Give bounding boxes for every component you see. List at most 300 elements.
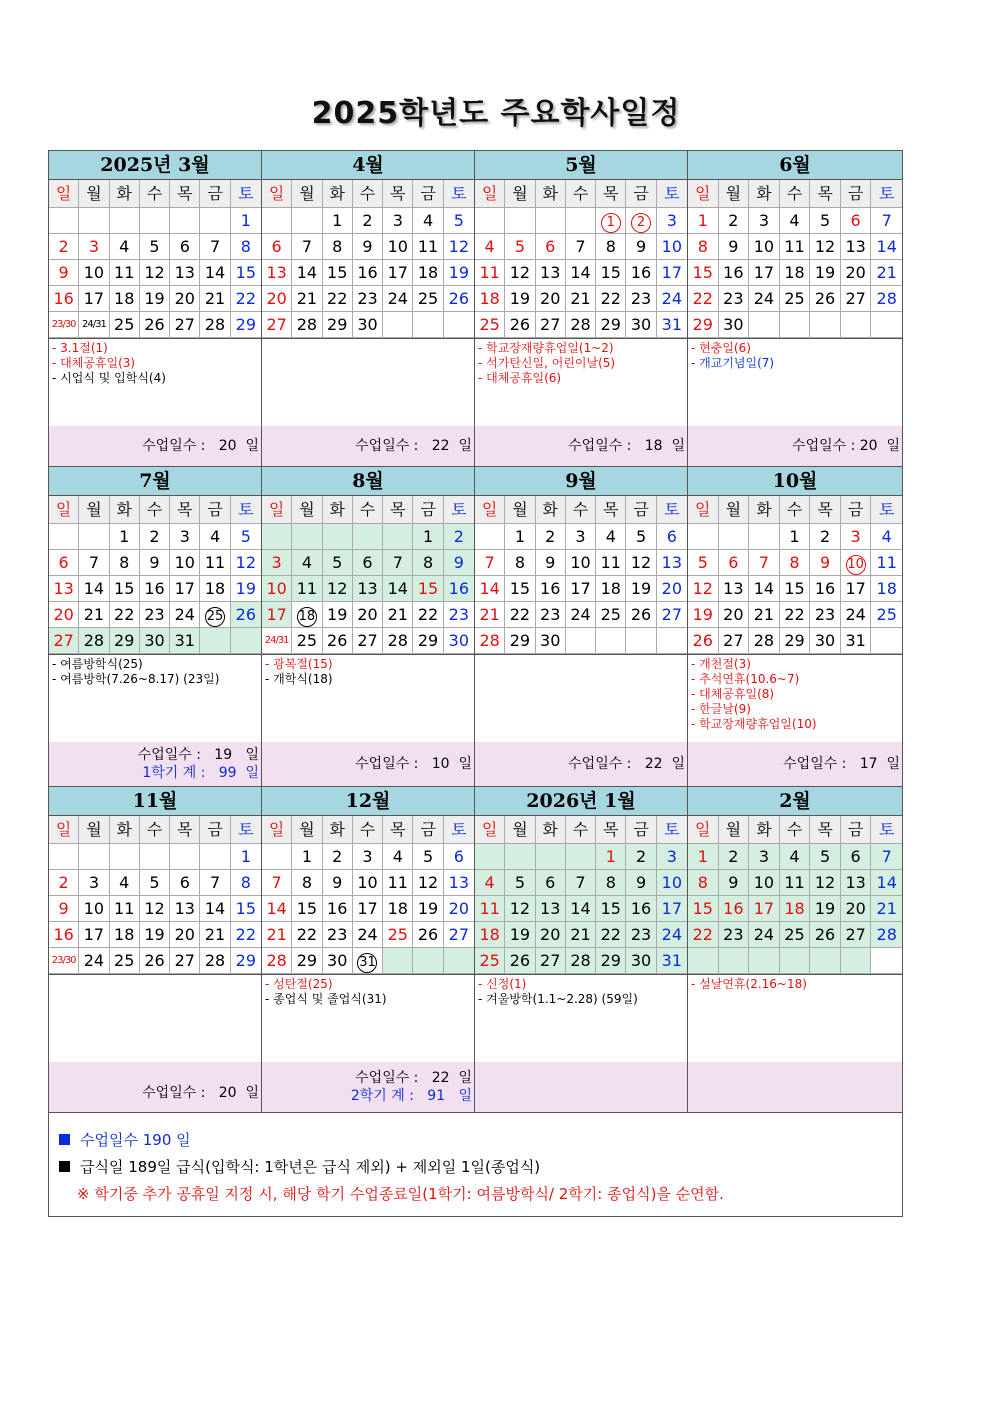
day-cell: 26	[810, 922, 841, 948]
day-cell: 12	[231, 550, 261, 576]
empty-day-cell	[566, 208, 596, 234]
day-cell: 9	[719, 234, 750, 260]
day-cell: 24	[657, 286, 687, 312]
weekday-header: 수	[566, 816, 596, 844]
weekday-header: 토	[444, 496, 474, 524]
empty-day-cell	[566, 844, 596, 870]
day-cell: 14	[871, 870, 902, 896]
school-days-summary	[475, 426, 687, 466]
day-cell: 18	[780, 896, 811, 922]
day-cell: 12	[413, 870, 443, 896]
day-cell: 16	[626, 260, 656, 286]
black-square-icon	[59, 1161, 70, 1172]
day-cell	[200, 602, 230, 628]
weekday-header: 일	[475, 180, 505, 208]
empty-day-cell	[292, 208, 322, 234]
weekday-header: 화	[323, 180, 353, 208]
day-cell: 17	[79, 922, 109, 948]
weekday-header: 목	[170, 180, 200, 208]
event-note: - 여름방학식(25)	[52, 657, 143, 671]
empty-day-cell	[383, 312, 413, 338]
day-cell: 3	[79, 234, 109, 260]
weekday-header: 금	[841, 496, 872, 524]
empty-day-cell	[49, 524, 79, 550]
day-cell: 18	[475, 922, 505, 948]
day-cell: 6	[170, 234, 200, 260]
empty-day-cell	[383, 524, 413, 550]
day-cell: 15	[688, 260, 719, 286]
school-days-count: 수업일수 : 18 일	[568, 438, 685, 454]
day-cell: 1	[110, 524, 140, 550]
weekday-header: 일	[475, 496, 505, 524]
day-cell: 24	[566, 602, 596, 628]
month-july	[49, 467, 262, 786]
day-cell: 18	[110, 922, 140, 948]
day-cell: 3	[749, 208, 780, 234]
day-cell: 28	[292, 312, 322, 338]
empty-day-cell	[79, 208, 109, 234]
day-cell: 7	[566, 234, 596, 260]
day-cell: 26	[505, 948, 535, 974]
day-cell: 5	[413, 844, 443, 870]
empty-day-cell	[871, 312, 902, 338]
day-cell: 26	[688, 628, 719, 654]
day-cell: 13	[49, 576, 79, 602]
day-cell: 20	[536, 922, 566, 948]
month-june	[688, 151, 902, 466]
day-cell: 18	[871, 576, 902, 602]
month-notes	[688, 654, 902, 742]
weekday-header: 금	[200, 496, 230, 524]
day-cell: 25	[596, 602, 626, 628]
day-cell: 16	[444, 576, 474, 602]
month-header: 8월	[262, 467, 474, 496]
day-cell: 20	[49, 602, 79, 628]
day-cell: 1	[323, 208, 353, 234]
day-cell: 3	[170, 524, 200, 550]
day-cell: 21	[566, 922, 596, 948]
day-cell: 9	[49, 896, 79, 922]
day-cell: 21	[871, 260, 902, 286]
month-notes	[262, 654, 474, 742]
day-cell: 6	[657, 524, 687, 550]
month-may	[475, 151, 688, 466]
day-cell: 7	[871, 208, 902, 234]
day-cell: 16	[323, 896, 353, 922]
day-cell: 5	[505, 870, 535, 896]
day-cell: 8	[780, 550, 811, 576]
day-cell: 10	[79, 260, 109, 286]
footer-notes	[49, 1112, 902, 1216]
day-cell: 17	[566, 576, 596, 602]
day-cell: 15	[231, 896, 261, 922]
day-cell: 27	[536, 312, 566, 338]
day-cell: 23/30	[49, 312, 79, 338]
day-cell: 26	[810, 286, 841, 312]
day-cell: 7	[383, 550, 413, 576]
day-cell: 13	[536, 896, 566, 922]
school-days-count: 수업일수 : 20 일	[792, 438, 900, 454]
weekday-header: 금	[626, 180, 656, 208]
day-cell: 11	[780, 870, 811, 896]
day-cell: 5	[444, 208, 474, 234]
day-cell: 19	[140, 286, 170, 312]
day-cell: 31	[657, 312, 687, 338]
weekday-header: 토	[871, 180, 902, 208]
day-cell: 9	[719, 870, 750, 896]
month-grid	[475, 180, 687, 338]
event-note: - 여름방학(7.26~8.17) (23일)	[52, 672, 220, 686]
day-cell: 30	[626, 948, 656, 974]
day-cell: 3	[749, 844, 780, 870]
day-cell: 13	[536, 260, 566, 286]
weekday-header: 수	[780, 816, 811, 844]
day-cell: 19	[444, 260, 474, 286]
day-cell: 14	[871, 234, 902, 260]
page-title: 2025학년도 주요학사일정	[311, 96, 681, 131]
empty-day-cell	[719, 524, 750, 550]
day-cell: 4	[110, 870, 140, 896]
empty-day-cell	[49, 208, 79, 234]
day-cell: 14	[200, 896, 230, 922]
weekday-header: 수	[140, 496, 170, 524]
day-cell: 10	[383, 234, 413, 260]
day-cell: 30	[323, 948, 353, 974]
day-cell: 28	[79, 628, 109, 654]
weekday-header: 금	[200, 180, 230, 208]
empty-day-cell	[262, 844, 292, 870]
day-cell: 16	[49, 286, 79, 312]
day-cell: 10	[749, 234, 780, 260]
day-cell: 23	[719, 286, 750, 312]
day-cell: 1	[688, 208, 719, 234]
day-cell: 11	[292, 576, 322, 602]
footer-line-meals	[59, 1154, 902, 1181]
weekday-header: 월	[79, 180, 109, 208]
circled-day: 10	[846, 555, 866, 575]
day-cell: 10	[262, 576, 292, 602]
day-cell: 8	[688, 234, 719, 260]
blue-square-icon	[59, 1134, 70, 1145]
day-cell: 15	[413, 576, 443, 602]
month-notes	[475, 338, 687, 426]
day-cell: 20	[262, 286, 292, 312]
empty-day-cell	[749, 312, 780, 338]
day-cell: 1	[413, 524, 443, 550]
circled-day: 2	[631, 213, 651, 233]
empty-day-cell	[200, 844, 230, 870]
weekday-header: 화	[749, 816, 780, 844]
day-cell: 31	[657, 948, 687, 974]
day-cell: 9	[49, 260, 79, 286]
month-header: 10월	[688, 467, 902, 496]
empty-day-cell	[749, 524, 780, 550]
empty-day-cell	[262, 524, 292, 550]
day-cell: 14	[475, 576, 505, 602]
weekday-header: 일	[688, 180, 719, 208]
day-cell: 4	[475, 870, 505, 896]
day-cell: 20	[170, 922, 200, 948]
day-cell: 6	[444, 844, 474, 870]
weekday-header: 화	[323, 816, 353, 844]
empty-day-cell	[170, 208, 200, 234]
day-cell: 12	[810, 870, 841, 896]
weekday-header: 월	[505, 180, 535, 208]
month-notes	[262, 974, 474, 1062]
day-cell: 26	[626, 602, 656, 628]
month-header: 2025년 3월	[49, 151, 261, 180]
day-cell: 8	[596, 870, 626, 896]
day-cell: 22	[596, 286, 626, 312]
day-cell: 3	[841, 524, 872, 550]
day-cell: 26	[231, 602, 261, 628]
empty-day-cell	[688, 524, 719, 550]
weekday-header: 토	[657, 816, 687, 844]
footer-line-school-days	[59, 1127, 902, 1154]
day-cell: 12	[444, 234, 474, 260]
weekday-header: 화	[536, 180, 566, 208]
day-cell: 24	[170, 602, 200, 628]
day-cell: 5	[810, 844, 841, 870]
day-cell: 28	[871, 286, 902, 312]
day-cell: 21	[292, 286, 322, 312]
day-cell: 14	[79, 576, 109, 602]
weekday-header: 목	[810, 180, 841, 208]
weekday-header: 일	[688, 816, 719, 844]
school-days-count: 수업일수 : 22 일	[355, 1070, 472, 1086]
event-note: - 개천절(3)	[691, 657, 751, 671]
month-october	[688, 467, 902, 786]
day-cell: 20	[353, 602, 383, 628]
day-cell: 11	[596, 550, 626, 576]
day-cell: 27	[444, 922, 474, 948]
day-cell: 16	[353, 260, 383, 286]
day-cell: 13	[170, 896, 200, 922]
day-cell: 13	[841, 870, 872, 896]
weekday-header: 토	[871, 496, 902, 524]
weekday-header: 목	[596, 816, 626, 844]
weekday-header: 화	[110, 816, 140, 844]
empty-day-cell	[353, 524, 383, 550]
circled-day: 25	[205, 607, 225, 627]
day-cell: 21	[475, 602, 505, 628]
day-cell: 7	[79, 550, 109, 576]
day-cell: 25	[110, 312, 140, 338]
day-cell: 29	[505, 628, 535, 654]
day-cell: 25	[475, 948, 505, 974]
day-cell: 26	[140, 948, 170, 974]
day-cell: 15	[505, 576, 535, 602]
weekday-header: 일	[688, 496, 719, 524]
weekday-header: 목	[810, 816, 841, 844]
day-cell: 16	[810, 576, 841, 602]
day-cell: 18	[596, 576, 626, 602]
semester-total: 1학기 계 : 99 일	[142, 765, 259, 781]
day-cell: 12	[626, 550, 656, 576]
weekday-header: 금	[841, 816, 872, 844]
month-grid	[688, 816, 902, 974]
day-cell: 19	[688, 602, 719, 628]
day-cell: 2	[49, 234, 79, 260]
day-cell: 17	[749, 260, 780, 286]
month-header: 2월	[688, 787, 902, 816]
day-cell: 9	[626, 234, 656, 260]
day-cell: 29	[231, 312, 261, 338]
weekday-header: 월	[292, 180, 322, 208]
day-cell: 6	[719, 550, 750, 576]
school-days-count: 수업일수 : 22 일	[568, 756, 685, 772]
empty-day-cell	[110, 208, 140, 234]
weekday-header: 수	[353, 180, 383, 208]
day-cell: 7	[200, 870, 230, 896]
day-cell	[841, 550, 872, 576]
day-cell: 1	[688, 844, 719, 870]
weekday-header: 일	[49, 180, 79, 208]
day-cell: 22	[688, 286, 719, 312]
day-cell: 22	[323, 286, 353, 312]
day-cell	[353, 948, 383, 974]
day-cell: 2	[719, 844, 750, 870]
day-cell: 8	[688, 870, 719, 896]
weekday-header: 일	[475, 816, 505, 844]
day-cell: 4	[596, 524, 626, 550]
event-note: - 한글날(9)	[691, 702, 751, 716]
day-cell: 2	[353, 208, 383, 234]
day-cell: 24	[841, 602, 872, 628]
month-header: 9월	[475, 467, 687, 496]
school-days-count: 수업일수 : 22 일	[355, 438, 472, 454]
month-header: 2026년 1월	[475, 787, 687, 816]
weekday-header: 목	[383, 816, 413, 844]
day-cell: 25	[413, 286, 443, 312]
empty-day-cell	[475, 208, 505, 234]
day-cell: 10	[353, 870, 383, 896]
weekday-header: 목	[383, 496, 413, 524]
month-header: 5월	[475, 151, 687, 180]
empty-day-cell	[140, 208, 170, 234]
day-cell: 5	[688, 550, 719, 576]
day-cell: 24	[79, 948, 109, 974]
empty-day-cell	[505, 208, 535, 234]
day-cell: 29	[596, 312, 626, 338]
day-cell: 13	[657, 550, 687, 576]
empty-day-cell	[444, 948, 474, 974]
day-cell: 23	[626, 922, 656, 948]
day-cell: 28	[566, 312, 596, 338]
day-cell: 26	[413, 922, 443, 948]
event-note: - 현충일(6)	[691, 341, 751, 355]
weekday-header: 목	[170, 816, 200, 844]
day-cell: 29	[231, 948, 261, 974]
day-cell: 19	[810, 896, 841, 922]
day-cell: 1	[231, 844, 261, 870]
day-cell: 15	[596, 896, 626, 922]
day-cell: 19	[231, 576, 261, 602]
weekday-header: 목	[810, 496, 841, 524]
weekday-header: 토	[231, 816, 261, 844]
month-grid	[688, 496, 902, 654]
weekday-header: 화	[110, 180, 140, 208]
weekday-header: 수	[566, 180, 596, 208]
day-cell: 2	[719, 208, 750, 234]
day-cell: 6	[841, 208, 872, 234]
day-cell: 30	[536, 628, 566, 654]
empty-day-cell	[688, 948, 719, 974]
event-note: - 학교장재량휴업일(1~2)	[478, 341, 614, 355]
event-note: - 추석연휴(10.6~7)	[691, 672, 800, 686]
day-cell: 13	[719, 576, 750, 602]
circled-day: 1	[601, 213, 621, 233]
empty-day-cell	[323, 524, 353, 550]
weekday-header: 수	[140, 180, 170, 208]
weekday-header: 월	[79, 816, 109, 844]
event-note: - 석가탄신일, 어린이날(5)	[478, 356, 616, 370]
day-cell: 27	[170, 948, 200, 974]
event-note: - 대체공휴일(3)	[52, 356, 136, 370]
month-march	[49, 151, 262, 466]
day-cell: 10	[749, 870, 780, 896]
weekday-header: 토	[231, 496, 261, 524]
weekday-header: 금	[626, 496, 656, 524]
school-days-summary	[475, 742, 687, 786]
day-cell: 29	[323, 312, 353, 338]
month-august	[262, 467, 475, 786]
weekday-header: 토	[657, 180, 687, 208]
day-cell: 20	[841, 896, 872, 922]
day-cell: 24	[749, 286, 780, 312]
weekday-header: 목	[170, 496, 200, 524]
day-cell: 19	[323, 602, 353, 628]
weekday-header: 일	[262, 180, 292, 208]
day-cell: 2	[444, 524, 474, 550]
weekday-header: 화	[749, 496, 780, 524]
month-april	[262, 151, 475, 466]
weekday-header: 토	[871, 816, 902, 844]
day-cell: 28	[871, 922, 902, 948]
empty-day-cell	[262, 208, 292, 234]
weekday-header: 토	[444, 816, 474, 844]
empty-day-cell	[810, 312, 841, 338]
day-cell: 28	[383, 628, 413, 654]
day-cell: 22	[413, 602, 443, 628]
day-cell: 30	[140, 628, 170, 654]
day-cell: 17	[657, 260, 687, 286]
day-cell: 22	[596, 922, 626, 948]
weekday-header: 금	[626, 816, 656, 844]
day-cell: 8	[231, 870, 261, 896]
month-grid	[49, 496, 261, 654]
day-cell: 6	[536, 870, 566, 896]
school-days-summary	[49, 426, 261, 466]
month-september	[475, 467, 688, 786]
empty-day-cell	[505, 844, 535, 870]
weekday-header: 일	[262, 496, 292, 524]
day-cell: 19	[810, 260, 841, 286]
day-cell: 15	[231, 260, 261, 286]
weekday-header: 금	[413, 180, 443, 208]
day-cell: 11	[383, 870, 413, 896]
day-cell: 2	[323, 844, 353, 870]
day-cell: 22	[231, 922, 261, 948]
weekday-header: 일	[49, 496, 79, 524]
day-cell: 30	[353, 312, 383, 338]
day-cell: 24/31	[79, 312, 109, 338]
day-cell: 21	[200, 286, 230, 312]
day-cell: 29	[780, 628, 811, 654]
day-cell: 23	[810, 602, 841, 628]
empty-day-cell	[231, 628, 261, 654]
empty-day-cell	[780, 948, 811, 974]
